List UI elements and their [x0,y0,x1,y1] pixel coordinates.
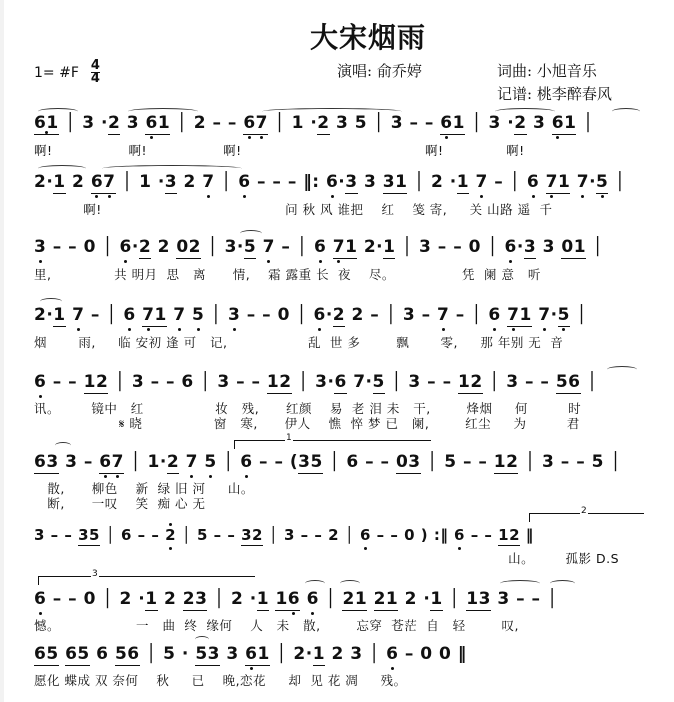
score-line-3 [34,237,650,261]
composer-credit: 词曲: 小旭音乐 [497,62,597,80]
score-line-2 [34,172,650,196]
lyrics-line-8: 憾。 一 曲 终 缘何 人 未 散, 忘穿 苍茫 自 轻 叹, [34,618,519,633]
score-line-7 [34,526,650,550]
notes-line-8: 6 – – 0 │ 2 ·1 2 23 │ 2 ·1 16 6 │ 21 21 2 ·1 │ 13 3 – – │ [34,589,558,609]
song-title: 大宋烟雨 [309,21,426,54]
notes-line-9: 65 65 6 56 │ 5 · 53 3 61 │ 2·1 2 3 │ 6 – 0 0 ‖ [34,644,467,664]
key-label: 1= #F [34,64,79,81]
transcriber-credit: 记谱: 桃李醉春风 [497,85,612,103]
score-line-1 [34,113,650,137]
notes-line-7: 3 – – 35 │ 6 – – 2 │ 5 – – 32 │ 3 – – 2 │ 6 – – 0 ) :‖ 6 – – 12 ‖ [34,526,534,544]
notes-line-4: 2·1 7 – │ 6 71 7 5 │ 3 – – 0 │ 6·2 2 – │ 3 – 7 – │ 6 71 7·5 │ [34,305,588,325]
lyrics-line-3: 里, 共 明月 思 离 情, 霜 露重 长 夜 尽。 凭 阑 意 听 [34,267,541,282]
lyrics-line-6b: 断, 一叹 笑 痴 心 无 [34,496,206,511]
lyrics-line-6a: 散, 柳色 新 绿 旧 河 山。 [34,481,254,496]
lyrics-line-9: 愿化 蝶成 双 奈何 秋 已 晚,恋花 却 见 花 凋 残。 [34,673,407,688]
lyrics-line-5a: 讯。 镜中 红 妆 残, 红颜 易 老 泪 未 干, 烽烟 何 时 [34,401,582,416]
lyrics-line-2: 啊! 问 秋 风 谁把 红 笺 寄, 关 山路 遥 千 [34,202,553,217]
lyrics-line-5b: 𝄋 晓 窗 寒, 伊人 憔 悴 梦 已 阑, 红尘 为 君 [34,416,580,431]
notes-line-6: 63 3 – 67 │ 1·2 7 5 │ 6 – – (35 │ 6 – – 03 │ 5 – – 12 │ 3 – – 5 │ [34,452,622,472]
volta-2: 2 [529,513,644,522]
notes-line-5: 6 – – 12 │ 3 – – 6 │ 3 – – 12 │ 3·6 7·5 │ 3 – – 12 │ 3 – – 56 │ [34,372,598,392]
volta-1: 1 [234,440,431,449]
score-line-9 [34,644,650,668]
score-line-6 [34,452,650,476]
volta-3: 3 [38,576,255,585]
score-line-5 [34,372,650,396]
notes-line-2: 2·1 2 67 │ 1 ·3 2 7 │ 6 – – – ‖: 6·3 3 31 │ 2 ·1 7 – │ 6 71 7·5 │ [34,172,626,192]
lyrics-line-7: 山。 孤影 D.S [34,551,619,566]
page-edge [0,0,4,702]
notes-line-1: 61 │ 3 ·2 3 61 │ 2 – – 67 │ 1 ·2 3 5 │ 3 – – 61 │ 3 ·2 3 61 │ [34,113,594,133]
lyrics-line-4: 烟 雨, 临 安初 逢 可 记, 乱 世 多 飘 零, 那 年别 无 音 [34,335,564,350]
key-signature [34,60,100,85]
score-line-4 [34,305,650,329]
notes-line-3: 3 – – 0 │ 6·2 2 02 │ 3·5 7 – │ 6 71 2·1 │ 3 – – 0 │ 6·3 3 01 │ [34,237,604,257]
score-line-8 [34,589,650,613]
lyrics-line-1: 啊! 啊! 啊! 啊! 啊! [34,143,525,158]
singer-credit: 演唱: 俞乔婷 [337,62,422,80]
time-signature: $\frac{4}{4}$ [90,58,100,86]
